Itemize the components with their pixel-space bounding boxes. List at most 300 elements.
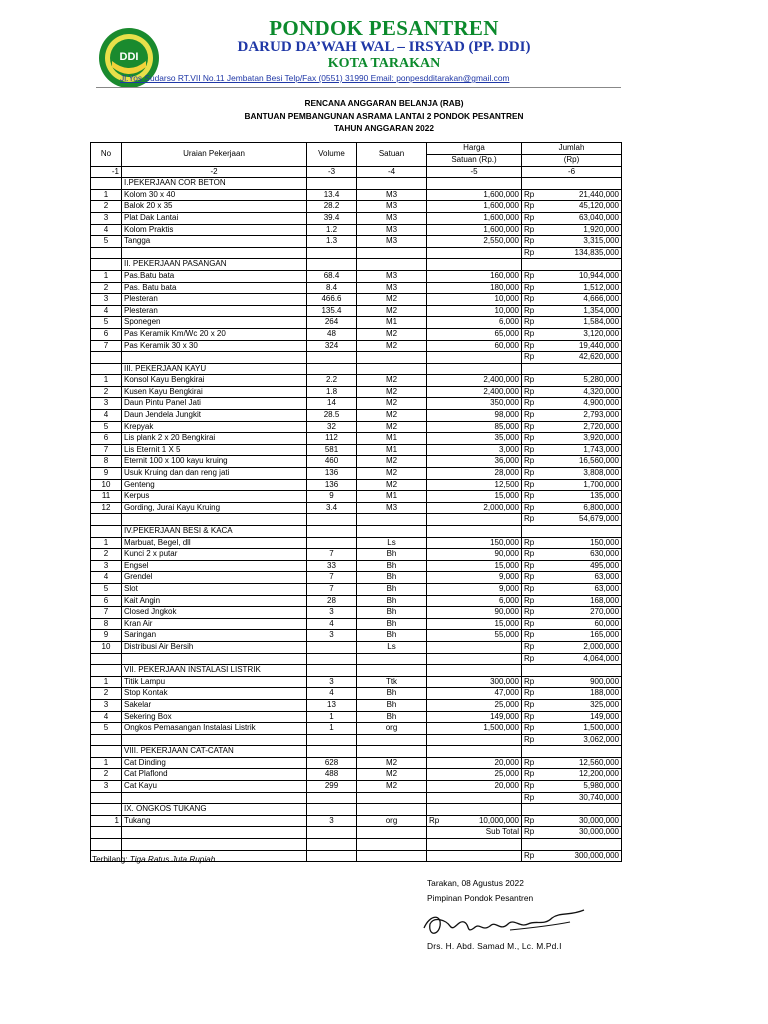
item-unit: Bh xyxy=(357,607,427,619)
table-row xyxy=(91,769,622,781)
table-cell xyxy=(91,746,122,758)
table-cell xyxy=(91,363,122,375)
table-cell xyxy=(307,653,357,665)
currency-label: Rp xyxy=(522,630,544,642)
table-row xyxy=(91,456,622,468)
section-title-row xyxy=(91,178,622,190)
item-name: Ongkos Pemasangan Instalasi Listrik xyxy=(122,723,307,735)
item-volume: 488 xyxy=(307,769,357,781)
item-price: 12,500 xyxy=(427,479,522,491)
item-name: Sakelar xyxy=(122,699,307,711)
subtotal-row xyxy=(91,352,622,364)
table-cell xyxy=(522,746,544,758)
currency-label: Rp xyxy=(522,421,544,433)
header-harga-sub: Satuan (Rp.) xyxy=(427,154,522,166)
table-cell xyxy=(357,804,427,816)
table-cell xyxy=(357,734,427,746)
item-price: 90,000 xyxy=(427,549,522,561)
item-name: Kran Air xyxy=(122,618,307,630)
table-cell xyxy=(307,850,357,862)
table-cell xyxy=(91,514,122,526)
table-cell xyxy=(307,363,357,375)
item-unit: M2 xyxy=(357,421,427,433)
item-name: Grendel xyxy=(122,572,307,584)
item-unit: Bh xyxy=(357,711,427,723)
item-unit: M2 xyxy=(357,468,427,480)
item-unit: M2 xyxy=(357,769,427,781)
table-row xyxy=(91,212,622,224)
column-number: -4 xyxy=(357,166,427,178)
item-total: 1,700,000 xyxy=(544,479,622,491)
item-no: 1 xyxy=(91,815,122,827)
item-price: 98,000 xyxy=(427,410,522,422)
item-no: 3 xyxy=(91,398,122,410)
table-cell xyxy=(427,665,522,677)
item-unit: M1 xyxy=(357,444,427,456)
table-row xyxy=(91,549,622,561)
currency-label: Rp xyxy=(522,514,544,526)
column-number: -3 xyxy=(307,166,357,178)
item-name: Gording, Jurai Kayu Kruing xyxy=(122,502,307,514)
item-unit: Bh xyxy=(357,595,427,607)
item-unit: M2 xyxy=(357,781,427,793)
item-total: 630,000 xyxy=(544,549,622,561)
header-no: No xyxy=(91,143,122,167)
item-unit: M1 xyxy=(357,491,427,503)
table-cell xyxy=(307,665,357,677)
table-row xyxy=(91,560,622,572)
item-no: 4 xyxy=(91,572,122,584)
column-number: -1 xyxy=(91,166,122,178)
table-cell xyxy=(307,839,357,851)
column-number-row xyxy=(91,166,622,178)
table-cell xyxy=(427,178,522,190)
item-no: 1 xyxy=(91,375,122,387)
item-total: 3,120,000 xyxy=(544,328,622,340)
item-volume: 33 xyxy=(307,560,357,572)
table-row xyxy=(91,688,622,700)
item-unit: Ttk xyxy=(357,676,427,688)
item-total: 270,000 xyxy=(544,607,622,619)
terbilang xyxy=(92,855,215,864)
table-cell xyxy=(357,526,427,538)
currency-label: Rp xyxy=(522,189,544,201)
item-no: 6 xyxy=(91,328,122,340)
item-total: 45,120,000 xyxy=(544,201,622,213)
table-cell xyxy=(357,352,427,364)
table-row xyxy=(91,421,622,433)
currency-label: Rp xyxy=(522,270,544,282)
table-cell xyxy=(544,665,622,677)
item-total: 1,920,000 xyxy=(544,224,622,236)
currency-label: Rp xyxy=(522,479,544,491)
logo-text: DDI xyxy=(119,51,139,63)
item-total: 63,040,000 xyxy=(544,212,622,224)
table-cell xyxy=(427,247,522,259)
item-price: 35,000 xyxy=(427,433,522,445)
table-row xyxy=(91,815,622,827)
table-row xyxy=(91,630,622,642)
item-price: 20,000 xyxy=(427,781,522,793)
table-cell xyxy=(427,746,522,758)
table-cell xyxy=(122,839,307,851)
item-total: 12,200,000 xyxy=(544,769,622,781)
table-row xyxy=(91,375,622,387)
item-volume: 4 xyxy=(307,688,357,700)
item-no: 2 xyxy=(91,201,122,213)
table-cell xyxy=(427,850,522,862)
item-total: 3,315,000 xyxy=(544,236,622,248)
item-no: 5 xyxy=(91,723,122,735)
item-no: 1 xyxy=(91,189,122,201)
item-no: 5 xyxy=(91,583,122,595)
table-cell xyxy=(522,526,544,538)
address-line[interactable]: Jl.Yos Sudarso RT.VII No.11 Jembatan Besi Telp/Fax (0551) 31990 Email: ponpesdditarakan@gmail.com xyxy=(120,73,510,83)
item-unit: Bh xyxy=(357,572,427,584)
section-subtotal: 4,064,000 xyxy=(544,653,622,665)
item-unit: Bh xyxy=(357,583,427,595)
table-row xyxy=(91,537,622,549)
item-no: 12 xyxy=(91,502,122,514)
item-volume: 460 xyxy=(307,456,357,468)
item-price xyxy=(427,815,522,827)
table-row xyxy=(91,618,622,630)
currency-label: Rp xyxy=(522,815,544,827)
item-total: 325,000 xyxy=(544,699,622,711)
table-cell xyxy=(91,352,122,364)
table-cell xyxy=(357,247,427,259)
item-no: 2 xyxy=(91,282,122,294)
item-unit: M3 xyxy=(357,236,427,248)
table-cell xyxy=(357,178,427,190)
item-total: 63,000 xyxy=(544,572,622,584)
table-cell xyxy=(427,526,522,538)
item-unit: org xyxy=(357,723,427,735)
section-subtotal: 30,740,000 xyxy=(544,792,622,804)
table-row xyxy=(91,236,622,248)
item-price: 1,600,000 xyxy=(427,224,522,236)
item-name: Titik Lampu xyxy=(122,676,307,688)
item-no: 3 xyxy=(91,212,122,224)
table-cell xyxy=(357,665,427,677)
item-volume: 581 xyxy=(307,444,357,456)
table-cell xyxy=(91,734,122,746)
table-cell xyxy=(357,839,427,851)
item-total: 1,743,000 xyxy=(544,444,622,456)
item-name: Saringan xyxy=(122,630,307,642)
item-price: 3,000 xyxy=(427,444,522,456)
item-total: 168,000 xyxy=(544,595,622,607)
table-row xyxy=(91,224,622,236)
item-no: 5 xyxy=(91,236,122,248)
item-price: 36,000 xyxy=(427,456,522,468)
table-cell xyxy=(357,850,427,862)
table-cell xyxy=(122,827,307,839)
item-price: 6,000 xyxy=(427,595,522,607)
item-no: 7 xyxy=(91,607,122,619)
table-row xyxy=(91,641,622,653)
item-no: 10 xyxy=(91,479,122,491)
item-name: Pas Keramik Km/Wc 20 x 20 xyxy=(122,328,307,340)
section-title: IX. ONGKOS TUKANG xyxy=(122,804,307,816)
table-cell xyxy=(307,352,357,364)
subtotal-row xyxy=(91,734,622,746)
table-row xyxy=(91,282,622,294)
item-name: Eternit 100 x 100 kayu kruing xyxy=(122,456,307,468)
item-total: 165,000 xyxy=(544,630,622,642)
item-price: 28,000 xyxy=(427,468,522,480)
item-total: 6,800,000 xyxy=(544,502,622,514)
item-total: 2,793,000 xyxy=(544,410,622,422)
document-year: TAHUN ANGGARAN 2022 xyxy=(333,123,435,133)
item-name: Pas.Batu bata xyxy=(122,270,307,282)
item-total: 12,560,000 xyxy=(544,757,622,769)
currency-label: Rp xyxy=(522,386,544,398)
item-unit: M3 xyxy=(357,282,427,294)
item-unit: Bh xyxy=(357,699,427,711)
item-volume: 13.4 xyxy=(307,189,357,201)
currency-label: Rp xyxy=(522,792,544,804)
item-no: 2 xyxy=(91,688,122,700)
table-cell xyxy=(427,804,522,816)
item-name: Kerpus xyxy=(122,491,307,503)
item-volume: 32 xyxy=(307,421,357,433)
section-title: II. PEKERJAAN PASANGAN xyxy=(122,259,307,271)
item-price: 10,000 xyxy=(427,305,522,317)
letterhead-divider xyxy=(96,87,621,88)
item-unit: Bh xyxy=(357,560,427,572)
table-cell xyxy=(91,827,122,839)
item-no: 4 xyxy=(91,224,122,236)
item-unit: M2 xyxy=(357,305,427,317)
item-total: 10,944,000 xyxy=(544,270,622,282)
item-no: 8 xyxy=(91,618,122,630)
currency-label: Rp xyxy=(522,560,544,572)
item-unit: M2 xyxy=(357,375,427,387)
item-unit: Ls xyxy=(357,537,427,549)
currency-label: Rp xyxy=(522,444,544,456)
item-name: Engsel xyxy=(122,560,307,572)
subtotal-row xyxy=(91,653,622,665)
item-no: 3 xyxy=(91,294,122,306)
table-row xyxy=(91,444,622,456)
table-cell xyxy=(307,746,357,758)
item-no: 7 xyxy=(91,340,122,352)
table-cell xyxy=(427,259,522,271)
table-cell xyxy=(91,247,122,259)
item-name: Plesteran xyxy=(122,305,307,317)
item-volume: 4 xyxy=(307,618,357,630)
currency-label: Rp xyxy=(522,618,544,630)
table-row xyxy=(91,340,622,352)
item-volume: 1.3 xyxy=(307,236,357,248)
section-title: VIII. PEKERJAAN CAT-CATAN xyxy=(122,746,307,758)
item-no: 1 xyxy=(91,676,122,688)
item-unit: org xyxy=(357,815,427,827)
item-unit: M2 xyxy=(357,398,427,410)
subtotal-row xyxy=(91,827,622,839)
item-volume: 136 xyxy=(307,468,357,480)
item-name: Sekering Box xyxy=(122,711,307,723)
item-total: 3,808,000 xyxy=(544,468,622,480)
currency-label: Rp xyxy=(522,456,544,468)
item-name: Kolom 30 x 40 xyxy=(122,189,307,201)
section-title-row xyxy=(91,259,622,271)
item-price: 90,000 xyxy=(427,607,522,619)
table-cell xyxy=(307,259,357,271)
item-price: 2,000,000 xyxy=(427,502,522,514)
table-cell xyxy=(91,178,122,190)
item-no: 7 xyxy=(91,444,122,456)
currency-label: Rp xyxy=(522,723,544,735)
currency-label: Rp xyxy=(522,224,544,236)
table-row xyxy=(91,781,622,793)
table-cell xyxy=(544,259,622,271)
item-volume: 1 xyxy=(307,711,357,723)
document-title: RENCANA ANGGARAN BELANJA (RAB) xyxy=(304,98,464,108)
item-total: 1,354,000 xyxy=(544,305,622,317)
item-volume: 1.8 xyxy=(307,386,357,398)
item-no: 10 xyxy=(91,641,122,653)
item-total: 149,000 xyxy=(544,711,622,723)
item-unit: M3 xyxy=(357,270,427,282)
item-volume: 8.4 xyxy=(307,282,357,294)
item-no: 1 xyxy=(91,270,122,282)
item-unit: Bh xyxy=(357,618,427,630)
item-name: Cat Dinding xyxy=(122,757,307,769)
section-subtotal: 134,835,000 xyxy=(544,247,622,259)
table-row xyxy=(91,294,622,306)
item-no: 4 xyxy=(91,711,122,723)
table-cell xyxy=(122,514,307,526)
header-uraian: Uraian Pekerjaan xyxy=(122,143,307,167)
currency-label: Rp xyxy=(522,769,544,781)
item-price: 20,000 xyxy=(427,757,522,769)
table-cell xyxy=(91,653,122,665)
header-satuan: Satuan xyxy=(357,143,427,167)
currency-label: Rp xyxy=(522,641,544,653)
table-cell xyxy=(544,526,622,538)
item-no: 2 xyxy=(91,549,122,561)
table-cell xyxy=(357,827,427,839)
item-no: 8 xyxy=(91,456,122,468)
table-row xyxy=(91,711,622,723)
header-jumlah: Jumlah xyxy=(522,143,622,155)
table-cell xyxy=(357,653,427,665)
currency-label: Rp xyxy=(522,583,544,595)
foundation-name: DARUD DA’WAH WAL – IRSYAD (PP. DDI) xyxy=(237,39,531,55)
item-volume: 28 xyxy=(307,595,357,607)
item-price: 180,000 xyxy=(427,282,522,294)
section-title-row xyxy=(91,746,622,758)
header-volume: Volume xyxy=(307,143,357,167)
table-cell xyxy=(427,514,522,526)
currency-label: Rp xyxy=(522,398,544,410)
section-title-row xyxy=(91,665,622,677)
column-number: -2 xyxy=(122,166,307,178)
section-title-row xyxy=(91,526,622,538)
item-price: 15,000 xyxy=(427,618,522,630)
item-total: 1,584,000 xyxy=(544,317,622,329)
item-volume: 1 xyxy=(307,723,357,735)
table-cell xyxy=(307,827,357,839)
item-name: Tangga xyxy=(122,236,307,248)
item-unit: M3 xyxy=(357,212,427,224)
table-cell xyxy=(91,259,122,271)
table-cell xyxy=(307,734,357,746)
item-name: Konsol Kayu Bengkirai xyxy=(122,375,307,387)
item-price: 1,600,000 xyxy=(427,201,522,213)
item-unit: Ls xyxy=(357,641,427,653)
subtotal-row xyxy=(91,792,622,804)
currency-label: Rp xyxy=(522,572,544,584)
item-price: 300,000 xyxy=(427,676,522,688)
item-name: Slot xyxy=(122,583,307,595)
currency-label: Rp xyxy=(522,850,544,862)
item-no: 1 xyxy=(91,757,122,769)
item-volume: 3 xyxy=(307,815,357,827)
section-subtotal: 54,679,000 xyxy=(544,514,622,526)
currency-label: Rp xyxy=(522,711,544,723)
terbilang-value: Tiga Ratus Juta Rupiah xyxy=(129,855,216,864)
section-title: VII. PEKERJAAN INSTALASI LISTRIK xyxy=(122,665,307,677)
table-row xyxy=(91,757,622,769)
table-row xyxy=(91,572,622,584)
item-volume: 466.6 xyxy=(307,294,357,306)
table-cell xyxy=(544,746,622,758)
item-unit: M2 xyxy=(357,340,427,352)
table-cell xyxy=(357,259,427,271)
currency-label: Rp xyxy=(522,305,544,317)
table-cell xyxy=(122,734,307,746)
item-no: 9 xyxy=(91,630,122,642)
table-row xyxy=(91,410,622,422)
item-unit: M2 xyxy=(357,479,427,491)
table-cell xyxy=(357,363,427,375)
table-cell xyxy=(357,514,427,526)
item-total: 21,440,000 xyxy=(544,189,622,201)
item-volume: 28.5 xyxy=(307,410,357,422)
section-title-row xyxy=(91,804,622,816)
item-unit: M3 xyxy=(357,201,427,213)
table-cell xyxy=(122,247,307,259)
table-cell xyxy=(357,746,427,758)
item-price: 15,000 xyxy=(427,491,522,503)
item-price: 2,400,000 xyxy=(427,375,522,387)
item-volume: 3 xyxy=(307,630,357,642)
currency-label: Rp xyxy=(522,653,544,665)
currency-label: Rp xyxy=(522,410,544,422)
table-row xyxy=(91,328,622,340)
item-volume: 136 xyxy=(307,479,357,491)
item-name: Sponegen xyxy=(122,317,307,329)
item-volume: 14 xyxy=(307,398,357,410)
item-name: Daun Jendela Jungkit xyxy=(122,410,307,422)
table-cell xyxy=(522,363,544,375)
item-price: 9,000 xyxy=(427,572,522,584)
item-name: Cat Kayu xyxy=(122,781,307,793)
column-number: -5 xyxy=(427,166,522,178)
item-name: Lis plank 2 x 20 Bengkirai xyxy=(122,433,307,445)
item-unit: M3 xyxy=(357,502,427,514)
item-name: Closed Jngkok xyxy=(122,607,307,619)
item-volume: 3 xyxy=(307,676,357,688)
item-no: 6 xyxy=(91,433,122,445)
table-cell xyxy=(91,665,122,677)
price-value: 10,000,000 xyxy=(478,815,519,825)
table-header-row xyxy=(91,143,622,155)
section-title: I.PEKERJAAN COR BETON xyxy=(122,178,307,190)
